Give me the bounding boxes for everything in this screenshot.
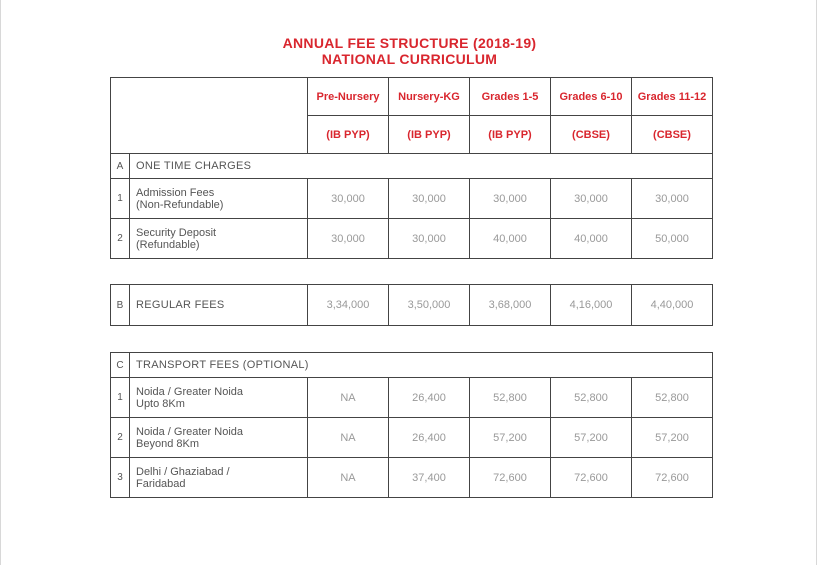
fee-value: 30,000 bbox=[389, 179, 470, 219]
header-row-grades bbox=[111, 78, 713, 116]
fee-value: 72,600 bbox=[551, 458, 632, 498]
header-grade: Nursery-KG bbox=[389, 78, 470, 116]
section-a-header-row bbox=[111, 154, 713, 179]
row-label-line1: Admission Fees bbox=[136, 186, 215, 199]
fee-value: 26,400 bbox=[389, 418, 470, 458]
header-grade: Grades 11-12 bbox=[632, 78, 713, 116]
fee-value: 30,000 bbox=[551, 179, 632, 219]
fee-value: 26,400 bbox=[389, 378, 470, 418]
table-row bbox=[111, 418, 713, 458]
section-c-header-row bbox=[111, 353, 713, 378]
fee-value: 40,000 bbox=[470, 219, 551, 259]
fee-value: 57,200 bbox=[632, 418, 713, 458]
row-label bbox=[130, 219, 308, 259]
row-index: 2 bbox=[111, 418, 130, 458]
header-curriculum: (CBSE) bbox=[632, 116, 713, 154]
fee-value: 4,40,000 bbox=[632, 285, 713, 326]
fee-value: 52,800 bbox=[470, 378, 551, 418]
document-title: ANNUAL FEE STRUCTURE (2018-19) bbox=[282, 35, 537, 51]
header-curriculum: (IB PYP) bbox=[470, 116, 551, 154]
row-label-line2: Beyond 8Km bbox=[136, 437, 199, 450]
row-label bbox=[130, 179, 308, 219]
header-blank-cell bbox=[111, 78, 308, 154]
fee-value: 30,000 bbox=[308, 219, 389, 259]
fee-value: 57,200 bbox=[470, 418, 551, 458]
fee-value: 50,000 bbox=[632, 219, 713, 259]
section-label: ONE TIME CHARGES bbox=[130, 154, 713, 179]
header-grade: Grades 6-10 bbox=[551, 78, 632, 116]
fee-value: NA bbox=[308, 458, 389, 498]
row-label-line1: Delhi / Ghaziabad / bbox=[136, 465, 230, 478]
row-label-line2: (Non-Refundable) bbox=[136, 198, 224, 211]
header-grade: Pre-Nursery bbox=[308, 78, 389, 116]
table-row bbox=[111, 179, 713, 219]
fee-value: NA bbox=[308, 418, 389, 458]
fee-value: 30,000 bbox=[470, 179, 551, 219]
fee-value: NA bbox=[308, 378, 389, 418]
fee-table-transport bbox=[110, 352, 713, 498]
section-label: TRANSPORT FEES (OPTIONAL) bbox=[130, 353, 713, 378]
fee-value: 3,34,000 bbox=[308, 285, 389, 326]
fee-value: 30,000 bbox=[632, 179, 713, 219]
header-curriculum: (IB PYP) bbox=[389, 116, 470, 154]
fee-value: 40,000 bbox=[551, 219, 632, 259]
table-row bbox=[111, 458, 713, 498]
section-label: REGULAR FEES bbox=[130, 285, 308, 326]
row-label bbox=[130, 418, 308, 458]
row-label-line1: Noida / Greater Noida bbox=[136, 425, 243, 438]
row-label-line1: Security Deposit bbox=[136, 226, 217, 239]
header-grade: Grades 1-5 bbox=[470, 78, 551, 116]
section-index: C bbox=[111, 353, 130, 378]
row-label-line2: (Refundable) bbox=[136, 238, 200, 251]
row-index: 2 bbox=[111, 219, 130, 259]
fee-value: 72,600 bbox=[470, 458, 551, 498]
fee-value: 3,68,000 bbox=[470, 285, 551, 326]
fee-value: 30,000 bbox=[389, 219, 470, 259]
table-row bbox=[111, 219, 713, 259]
row-label-line2: Upto 8Km bbox=[136, 397, 185, 410]
row-index: 3 bbox=[111, 458, 130, 498]
section-index: B bbox=[111, 285, 130, 326]
row-index: 1 bbox=[111, 378, 130, 418]
fee-value: 30,000 bbox=[308, 179, 389, 219]
row-label-line1: Noida / Greater Noida bbox=[136, 385, 243, 398]
fee-value: 52,800 bbox=[632, 378, 713, 418]
fee-value: 52,800 bbox=[551, 378, 632, 418]
document-subtitle: NATIONAL CURRICULUM bbox=[321, 51, 498, 67]
header-curriculum: (CBSE) bbox=[551, 116, 632, 154]
fee-value: 3,50,000 bbox=[389, 285, 470, 326]
header-curriculum: (IB PYP) bbox=[308, 116, 389, 154]
fee-value: 37,400 bbox=[389, 458, 470, 498]
fee-value: 72,600 bbox=[632, 458, 713, 498]
fee-table-regular bbox=[110, 284, 713, 326]
fee-value: 57,200 bbox=[551, 418, 632, 458]
row-label-line2: Faridabad bbox=[136, 477, 186, 490]
table-row bbox=[111, 285, 713, 326]
table-row bbox=[111, 378, 713, 418]
section-index: A bbox=[111, 154, 130, 179]
row-label bbox=[130, 458, 308, 498]
title-block bbox=[1, 35, 818, 67]
fee-value: 4,16,000 bbox=[551, 285, 632, 326]
row-label bbox=[130, 378, 308, 418]
row-index: 1 bbox=[111, 179, 130, 219]
fee-table-one-time bbox=[110, 77, 713, 259]
